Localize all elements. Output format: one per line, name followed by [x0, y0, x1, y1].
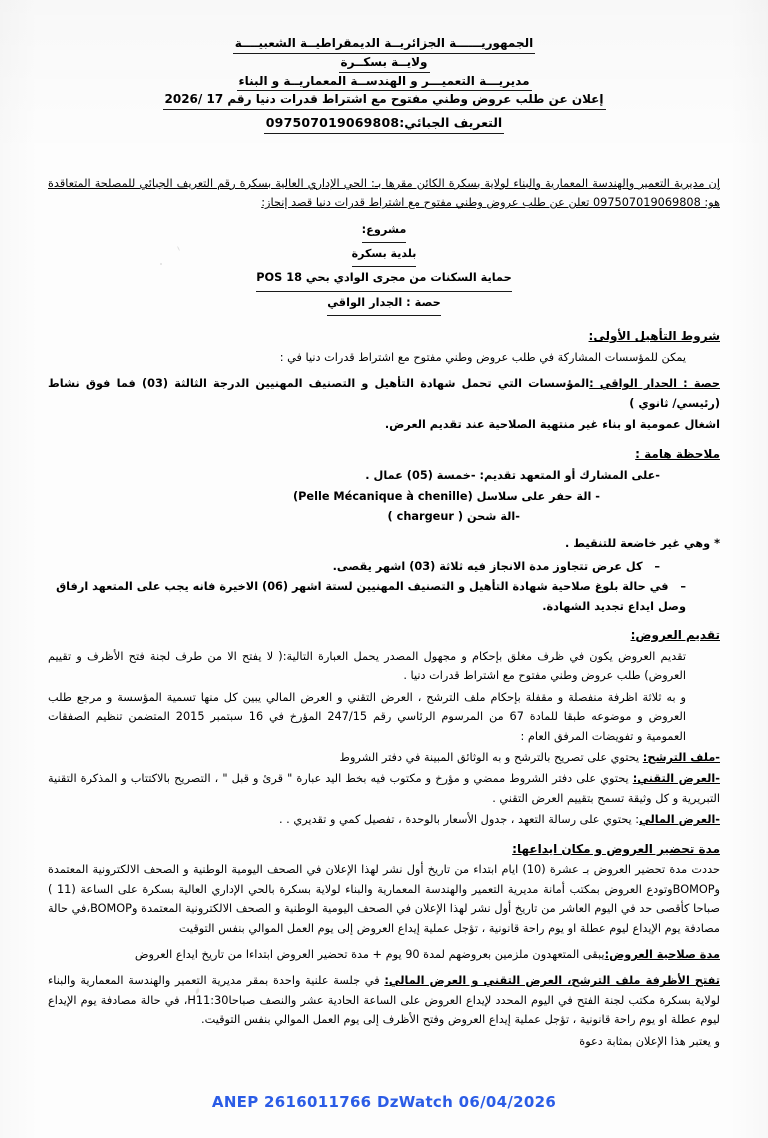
- submission-financial-offer: [48, 810, 720, 829]
- opening-title: تفتح الأظرفة ملف الترشح، العرض التقني و العرض المالي:: [384, 974, 720, 988]
- condition-certificate-renewal-text: في حالة بلوغ صلاحية شهادة التأهيل و التصنيف المهنيين لستة اشهر (06) الاخيرة فانه يجب على المتعهد ارفاق وصل ايداع تجديد الشهادة.: [56, 580, 686, 613]
- header-republic-line: الجمهوريــــــة الجزائريــة الديمقراطيــة الشعبيــــة: [233, 36, 535, 54]
- note-item-excavator-ar: - الة حفر على سلاسل: [476, 489, 600, 503]
- anep-footer: [0, 1092, 768, 1111]
- qualification-lot-text: المؤسسات التي تحمل شهادة التأهيل و التصنيف المهنيين الدرجة الثالثة (03) فما فوق نشاط (رئيسي/ ثانوي ): [48, 377, 720, 410]
- candidacy-file-label: -ملف الترشح:: [642, 751, 720, 765]
- qualification-activity: اشغال عمومية او بناء غير منتهية الصلاحية عند تقديم العرض.: [384, 418, 720, 432]
- conditions-list: [48, 557, 720, 616]
- note-item-excavator: [48, 487, 720, 506]
- qualification-title: شروط التأهيل الأولى:: [588, 329, 720, 344]
- qualification-intro: يمكن للمؤسسات المشاركة في طلب عروض وطني مفتوح مع اشتراط قدرات دنيا في :: [279, 351, 686, 365]
- condition-duration: – كل عرض تتجاوز مدة الانجاز فيه ثلاثة (03) اشهر يقصى.: [332, 560, 660, 574]
- document-content: [48, 36, 720, 1053]
- preparation-title: مدة تحضير العروض و مكان ايداعها:: [512, 841, 720, 856]
- opening-text: في جلسة علنية واحدة بمقر مديرية التعمير والهندسة المعمارية والبناء لولاية بسكرة مكتب لجنة الفتح في اليوم المحدد لإيداع العروض على الساعة الحادية عشر والنصف صباحاH11:30، في حالة مصادفة يوم الإيداع ليوم عطلة او يوم راحة قانونية ، تؤجل عملية إيداع العروض وفتح الأظرف إلى يوم العمل الموالي بنفس التوقيت.: [48, 974, 720, 1027]
- project-lot: حصة : الجدار الواقي: [327, 292, 441, 317]
- financial-offer-label: -العرض المالي: [639, 813, 720, 827]
- anep-footer-text: ANEP 2616011766 DzWatch 06/04/2026: [211, 1093, 557, 1111]
- important-note-title: ملاحظة هامة :: [635, 446, 720, 461]
- submission-candidacy-file: [48, 748, 720, 767]
- header-directorate-line: مديريـــة التعميـــر و الهندســة المعماريــة و البناء: [237, 74, 532, 92]
- submission-paragraph-1: تقديم العروض يكون في ظرف مغلق بإحكام و مجهول المصدر يحمل العبارة التالية:( لا يفتح الا من طرف لجنة فتح الأظرف و تقييم العروض) طلب عروض وطني مفتوح مع اشتراط قدرات دنيا .: [48, 649, 686, 683]
- header-announcement-line: إعلان عن طلب عروض وطني مفتوح مع اشتراط قدرات دنيا رقم 17 /2026: [163, 92, 606, 110]
- validity-title: مدة صلاحية العروض:: [604, 948, 720, 962]
- intro-paragraph: إن مديرية التعمير والهندسة المعمارية والبناء لولاية بسكرة الكائن مقرها بـ: الحي الإداري العالية بسكرة رقم التعريف الجبائي للمصلحة المتعاقدة هو: 097507019069808 تعلن عن طلب عروض وطني مفتوح مع اشتراط قدرات دنيا قصد إنجاز:: [48, 176, 720, 210]
- header-tax-id-line: [264, 115, 504, 134]
- document-body: [48, 174, 720, 1051]
- note-item-excavator-fr: (Pelle Mécanique à chenille): [292, 489, 473, 503]
- opening-paragraph: [48, 971, 720, 1029]
- technical-offer-text: يحتوي على دفتر الشروط ممضي و مؤرخ و مكتوب فيه بخط اليد عبارة " قرئ و قبل " ، التصريح بالاكتتاب و المذكرة التقنية التبريرية و كل وثيقة تسمح بتقييم العرض التقني .: [48, 772, 720, 805]
- opening-closing-line: و يعتبر هذا الإعلان بمثابة دعوة: [579, 1034, 720, 1048]
- technical-offer-label: -العرض التقني:: [632, 772, 720, 786]
- candidacy-file-text: يحتوي على تصريح بالترشح و به الوثائق المبينة في دفتر الشروط: [339, 751, 643, 765]
- validity-text: يبقى المتعهدون ملزمين بعروضهم لمدة 90 يوم + مدة تحضير العروض ابتداءا من تاريخ ايداع العروض: [134, 948, 605, 962]
- tax-id-label: التعريف الجبائي:: [399, 115, 503, 131]
- project-label: مشروع:: [362, 219, 407, 244]
- submission-title: تقديم العروض:: [630, 628, 720, 643]
- condition-duration-text: كل عرض تتجاوز مدة الانجاز فيه ثلاثة (03) اشهر يقصى.: [332, 560, 643, 574]
- project-municipality: بلدية بسكرة: [352, 243, 417, 267]
- financial-offer-text: : يحتوي على رسالة التعهد ، جدول الأسعار بالوحدة ، تفصيل كمي و تقديري . .: [278, 813, 640, 827]
- submission-paragraph-2: و به ثلاثة اظرفة منفصلة و مقفلة بإحكام ملف الترشح ، العرض التقني و العرض المالي يبين كل منها تسمية المؤسسة و مرجع طلب العروض و موضوعه طبقا للمادة 67 من المرسوم الرئاسي رقم 247/15 المؤرخ في 16 سبتمبر 2015 المتضمن تنظيم الصفقات العمومية و تفويضات المرفق العام :: [48, 690, 686, 743]
- note-item-workers: -على المشارك أو المتعهد تقديم: -خمسة (05) عمال .: [365, 469, 660, 483]
- preparation-paragraph: حددت مدة تحضير العروض بـ عشرة (10) ايام ابتداء من تاريخ أول نشر لهذا الإعلان في الصحف اليومية الوطنية و الصحف الالكترونية المعتمدة وBOMOPوتودع العروض بمكتب أمانة مديرية التعمير والهندسة المعمارية والبناء لولاية بسكرة بالحي الإداري العالية بسكرة على الساعة (11 ) صباحا كأقصى حد في اليوم العاشر من تاريخ أول نشر لهذا الإعلان في الصحف اليومية الوطنية و الصحف الالكترونية المعتمدة وBOMOP،في حالة مصادفة يوم الإيداع ليوم عطلة او يوم راحة قانونية ، تؤجل عملية إيداع العروض إلى يوم العمل الموالي بنفس التوقيت: [48, 863, 721, 935]
- submission-technical-offer: [48, 769, 720, 808]
- note-item-loader: [48, 507, 720, 526]
- qualification-lot-line: [48, 374, 720, 413]
- document-header: [48, 36, 720, 134]
- tax-id-value: 097507019069808: [265, 115, 400, 131]
- validity-paragraph: [48, 945, 720, 964]
- qualification-lot-label: حصة : الجدار الواقي :: [589, 377, 720, 391]
- header-wilaya-line: ولايــة بسكــرة: [339, 55, 430, 73]
- project-title: حماية السكنات من مجرى الوادي بحي POS 18: [256, 267, 511, 292]
- project-block: [48, 219, 720, 317]
- note-item-loader-ar: -الة شحن: [466, 510, 520, 524]
- condition-certificate-renewal: – في حالة بلوغ صلاحية شهادة التأهيل و التصنيف المهنيين لستة اشهر (06) الاخيرة فانه يجب على المتعهد ارفاق وصل ايداع تجديد الشهادة.: [56, 580, 686, 613]
- note-item-loader-fr: ( chargeur ): [387, 510, 464, 524]
- important-note-list: [48, 466, 720, 526]
- note-star-line: * وهي غير خاضعة للتنقيط .: [565, 536, 720, 550]
